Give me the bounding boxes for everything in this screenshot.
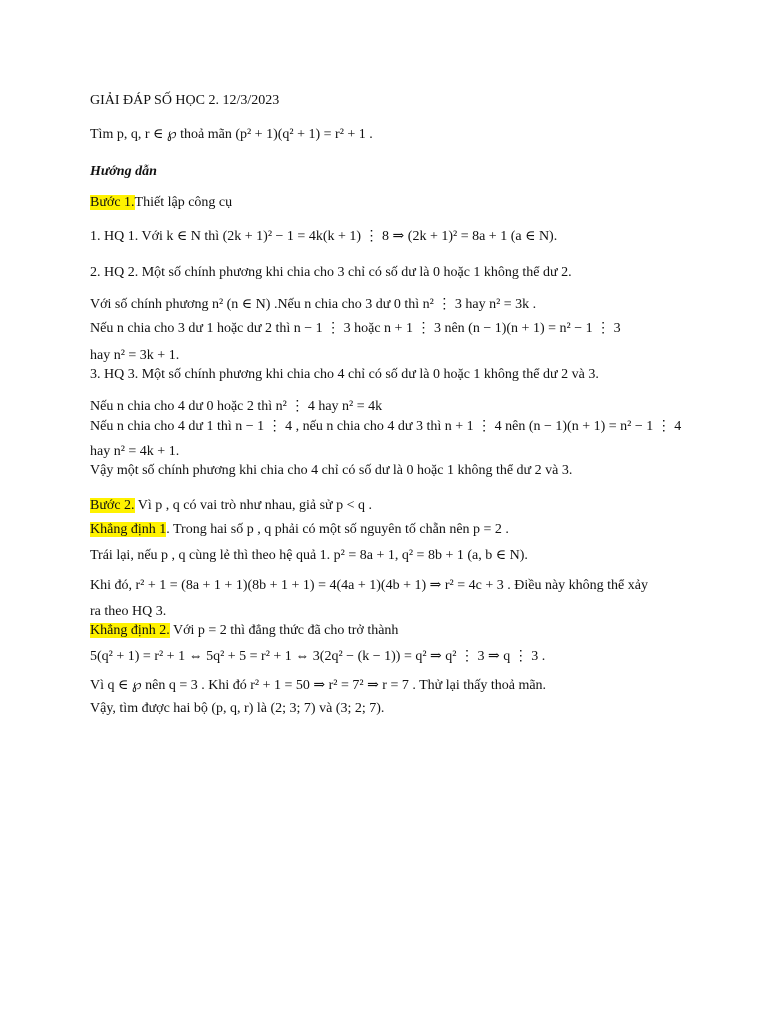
claim2-line-1: Vì q ∈ ℘ nên q = 3 . Khi đó r² + 1 = 50 ⇒ r² = 7² ⇒ r = 7 . Thử lại thấy thoả mãn. [90,678,547,693]
claim1-line [90,521,509,539]
claim2-label: Khẳng định 2. [90,623,170,638]
claim2-line [90,622,398,640]
step2-label: Bước 2. [90,498,135,513]
hq2-line: 2. HQ 2. Một số chính phương khi chia cho 3 chỉ có số dư là 0 hoặc 1 không thể dư 2. [90,265,572,280]
claim2-text: Với p = 2 thì đẳng thức đã cho trở thành [169,623,399,638]
hq3-line-1: Nếu n chia cho 4 dư 0 hoặc 2 thì n² ⋮ 4 hay n² = 4k [90,399,383,414]
claim2-line-2: Vậy, tìm được hai bộ (p, q, r) là (2; 3; 7) và (3; 2; 7). [90,701,385,716]
claim1-line-1: Trái lại, nếu p , q cùng lẻ thì theo hệ quả 1. p² = 8a + 1, q² = 8b + 1 (a, b ∈ N). [90,548,528,563]
guide-heading: Hướng dẫn [90,164,157,179]
hq2-line-2: Nếu n chia cho 3 dư 1 hoặc dư 2 thì n − 1 ⋮ 3 hoặc n + 1 ⋮ 3 nên (n − 1)(n + 1) = n² − 1 ⋮ 3 [90,321,621,336]
claim2-equation: 5(q² + 1) = r² + 1 ⇔ 5q² + 5 = r² + 1 ⇔ 3(2q² − (k − 1)) = q² ⇒ q² ⋮ 3 ⇒ q ⋮ 3 . [90,649,546,664]
hq1-line: 1. HQ 1. Với k ∈ N thì (2k + 1)² − 1 = 4k(k + 1) ⋮ 8 ⇒ (2k + 1)² = 8a + 1 (a ∈ N). [90,229,558,244]
claim1-line-3: ra theo HQ 3. [90,604,167,619]
hq3-conclusion: Vậy một số chính phương khi chia cho 4 chỉ có số dư là 0 hoặc 1 không thể dư 2 và 3. [90,463,573,478]
hq3-line-3: hay n² = 4k + 1. [90,444,180,459]
step2-text: Vì p , q có vai trò như nhau, giả sử p < q . [134,498,372,513]
hq3-line: 3. HQ 3. Một số chính phương khi chia cho 4 chỉ có số dư là 0 hoặc 1 không thể dư 2 và 3. [90,367,599,382]
step1-label: Bước 1. [90,195,135,210]
step1-text: Thiết lập công cụ [134,195,233,210]
step2-line [90,497,372,515]
step1-line [90,194,232,212]
hq2-line-3: hay n² = 3k + 1. [90,348,180,363]
claim1-text: . Trong hai số p , q phải có một số nguyên tố chẵn nên p = 2 . [166,522,509,537]
problem-statement: Tìm p, q, r ∈ ℘ thoả mãn (p² + 1)(q² + 1) = r² + 1 . [90,127,373,142]
claim1-line-2: Khi đó, r² + 1 = (8a + 1 + 1)(8b + 1 + 1) = 4(4a + 1)(4b + 1) ⇒ r² = 4c + 3 . Điều này không thể xảy [90,578,648,593]
claim1-label: Khẳng định 1 [90,522,167,537]
doc-title: GIẢI ĐÁP SỐ HỌC 2. 12/3/2023 [90,93,280,108]
hq3-line-2: Nếu n chia cho 4 dư 1 thì n − 1 ⋮ 4 , nếu n chia cho 4 dư 3 thì n + 1 ⋮ 4 nên (n − 1)(n + 1) = n² − 1 ⋮ 4 [90,419,682,434]
hq2-line-1: Với số chính phương n² (n ∈ N) .Nếu n chia cho 3 dư 0 thì n² ⋮ 3 hay n² = 3k . [90,297,537,312]
